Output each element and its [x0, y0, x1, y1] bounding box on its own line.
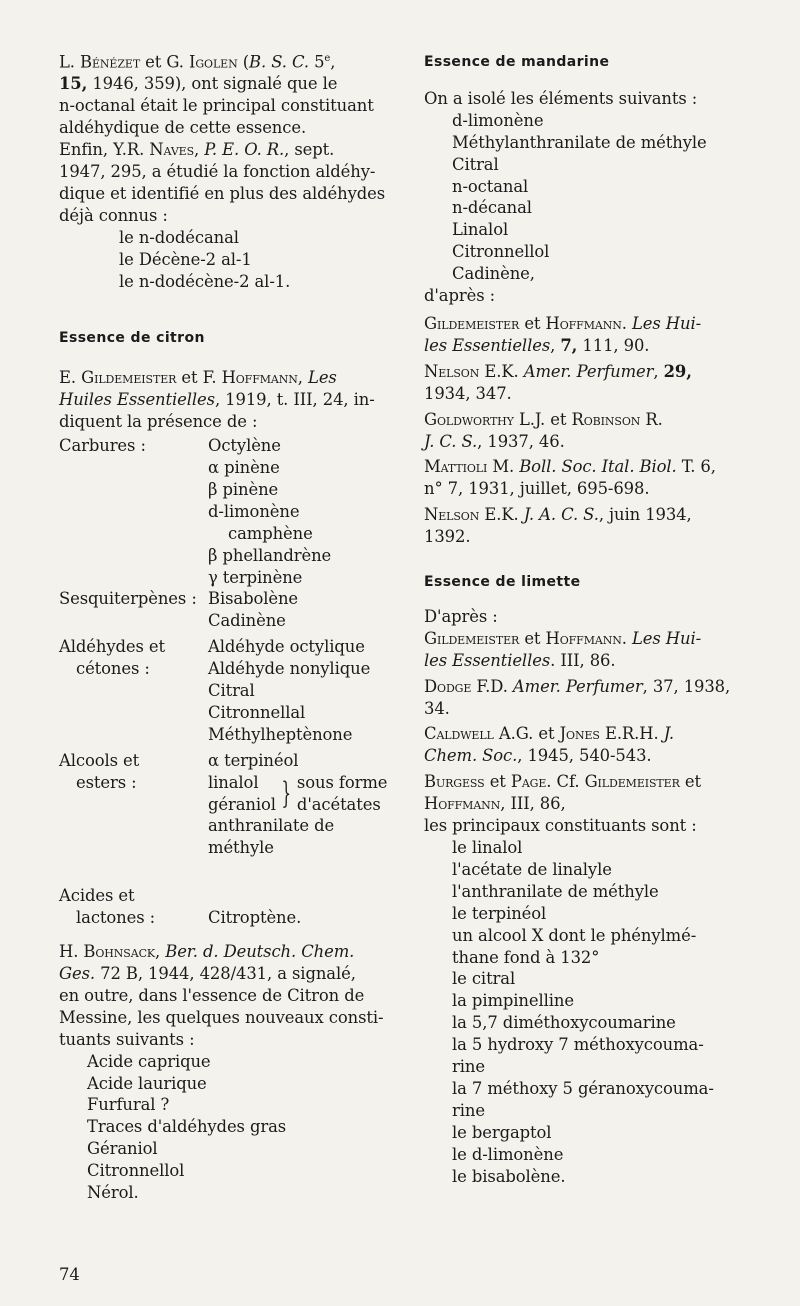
list-item: le d-limonène: [452, 1144, 564, 1164]
list-item: rine: [452, 1100, 485, 1120]
list-item: Cadinène,: [452, 264, 535, 284]
list-item: Géraniol: [87, 1139, 158, 1159]
list-item: la 5 hydroxy 7 méthoxycouma-: [452, 1035, 704, 1055]
brace-glyph: }: [281, 775, 291, 811]
list-item: le n-dodécanal: [119, 227, 239, 247]
intro-line: On a isolé les éléments suivants :: [424, 88, 698, 108]
reference-line: Messine, les quelques nouveaux consti-: [59, 1007, 384, 1027]
table-values: Bisabolène Cadinène: [208, 589, 299, 631]
section-heading-mandarine: Essence de mandarine: [424, 54, 610, 70]
intro-line: D'après :: [424, 606, 498, 626]
list-item: Citronnellol: [452, 242, 550, 262]
table-label: Alcools et esters :: [59, 750, 140, 792]
reference-line: n° 7, 1931, juillet, 695-698.: [424, 479, 650, 499]
list-item: le citral: [452, 969, 516, 989]
reference-line: 34.: [424, 698, 450, 718]
reference-line: Gildemeister et Hoffmann. Les Hui-: [424, 313, 702, 333]
list-item: Traces d'aldéhydes gras: [87, 1117, 287, 1137]
list-item: Méthylanthranilate de méthyle: [452, 132, 707, 152]
reference-line: en outre, dans l'essence de Citron de: [59, 985, 365, 1005]
table-values: α terpinéol linalol géraniol } sous forme d'acétates anthranilate de méthyle: [208, 750, 388, 858]
table-label: Carbures :: [59, 436, 146, 456]
table-label: Aldéhydes et cétones :: [59, 637, 165, 679]
reference-line: Caldwell A.G. et Jones E.R.H. J.: [424, 724, 675, 744]
list-item: Acide laurique: [87, 1073, 207, 1093]
reference-line: E. Gildemeister et F. Hoffmann, Les: [59, 368, 337, 388]
reference-line: Hoffmann, III, 86,: [424, 794, 566, 814]
reference-line: Nelson E.K. J. A. C. S., juin 1934,: [424, 505, 692, 525]
reference-line: Ges. 72 B, 1944, 428/431, a signalé,: [59, 964, 356, 983]
reference-line: Gildemeister et Hoffmann. Les Hui-: [424, 628, 702, 648]
reference-line: les Essentielles, 7, 111, 90.: [424, 335, 650, 355]
list-item: l'acétate de linalyle: [452, 859, 612, 879]
reference-line: Goldworthy L.J. et Robinson R.: [424, 409, 663, 429]
reference-line: diquent la présence de :: [59, 412, 258, 432]
right-column: [424, 48, 764, 1188]
reference-line: J. C. S., 1937, 46.: [424, 431, 565, 451]
reference-line: 1934, 347.: [424, 383, 512, 403]
page-number: 74: [59, 1265, 80, 1284]
list-item: Furfural ?: [87, 1095, 170, 1115]
table-label: Sesquiterpènes :: [59, 589, 197, 609]
list-item: le bergaptol: [452, 1122, 552, 1142]
reference-line: Huiles Essentielles, 1919, t. III, 24, in-: [59, 390, 375, 410]
intro-line: aldéhydique de cette essence.: [59, 118, 307, 138]
table-values: Octylène α pinène β pinène d-limonène camphène β phellandrène γ terpinène: [208, 436, 332, 587]
section-heading-citron: Essence de citron: [59, 330, 205, 347]
list-item: rine: [452, 1057, 485, 1077]
intro-line: dique et identifié en plus des aldéhydes: [59, 183, 386, 203]
list-item: Nérol.: [87, 1183, 139, 1203]
list-item: Citral: [452, 154, 499, 174]
list-item: n-octanal: [452, 176, 529, 196]
list-item: n-décanal: [452, 198, 532, 218]
list-item: Linalol: [452, 220, 509, 240]
reference-line: les Essentielles. III, 86.: [424, 650, 616, 670]
list-item: l'anthranilate de méthyle: [452, 881, 659, 901]
intro-line: 1947, 295, a étudié la fonction aldéhy-: [59, 162, 376, 181]
reference-line: 1392.: [424, 527, 471, 547]
reference-line: Mattioli M. Boll. Soc. Ital. Biol. T. 6,: [424, 457, 716, 477]
reference-line: les principaux constituants sont :: [424, 816, 697, 836]
intro-line: 15, 1946, 359), ont signalé que le: [59, 74, 338, 94]
list-item: d-limonène: [452, 110, 544, 130]
list-item: un alcool X dont le phénylmé-: [452, 925, 697, 945]
reference-line: tuants suivants :: [59, 1029, 195, 1049]
list-item: le Décène-2 al-1: [119, 249, 252, 269]
reference-line: H. Bohnsack, Ber. d. Deutsch. Chem.: [59, 942, 355, 962]
section-heading-limette: Essence de limette: [424, 574, 581, 591]
list-item: le bisabolène.: [452, 1166, 566, 1186]
table-values: Citroptène.: [208, 908, 302, 928]
list-item: la 7 méthoxy 5 géranoxycouma-: [452, 1078, 714, 1098]
table-values: Aldéhyde octylique Aldéhyde nonylique Citral Citronnellal Méthylheptènone: [208, 637, 371, 744]
list-item: thane fond à 132°: [452, 947, 600, 967]
reference-line: Chem. Soc., 1945, 540-543.: [424, 746, 652, 766]
reference-line: Dodge F.D. Amer. Perfumer, 37, 1938,: [424, 676, 731, 696]
intro-line: L. Bénézet et G. Igolen (B. S. C. 5e,: [59, 52, 336, 72]
intro-line: déjà connus :: [59, 205, 168, 225]
list-item: le linalol: [452, 838, 523, 857]
left-column: [59, 48, 394, 1204]
intro-line: n-octanal était le principal constituant: [59, 96, 374, 116]
list-item: le terpinéol: [452, 903, 547, 923]
reference-line: Burgess et Page. Cf. Gildemeister et: [424, 772, 701, 792]
list-item: Acide caprique: [87, 1051, 211, 1071]
list-item: le n-dodécène-2 al-1.: [119, 271, 291, 291]
list-item: Citronnellol: [87, 1161, 185, 1181]
list-item: la pimpinelline: [452, 991, 574, 1011]
intro-line: d'après :: [424, 286, 496, 306]
table-label: Acides et lactones :: [59, 886, 156, 928]
reference-line: Nelson E.K. Amer. Perfumer, 29,: [424, 361, 692, 381]
list-item: la 5,7 diméthoxycoumarine: [452, 1013, 676, 1033]
composition-table: [59, 435, 394, 929]
intro-line: Enfin, Y.R. Naves, P. E. O. R., sept.: [59, 140, 335, 160]
